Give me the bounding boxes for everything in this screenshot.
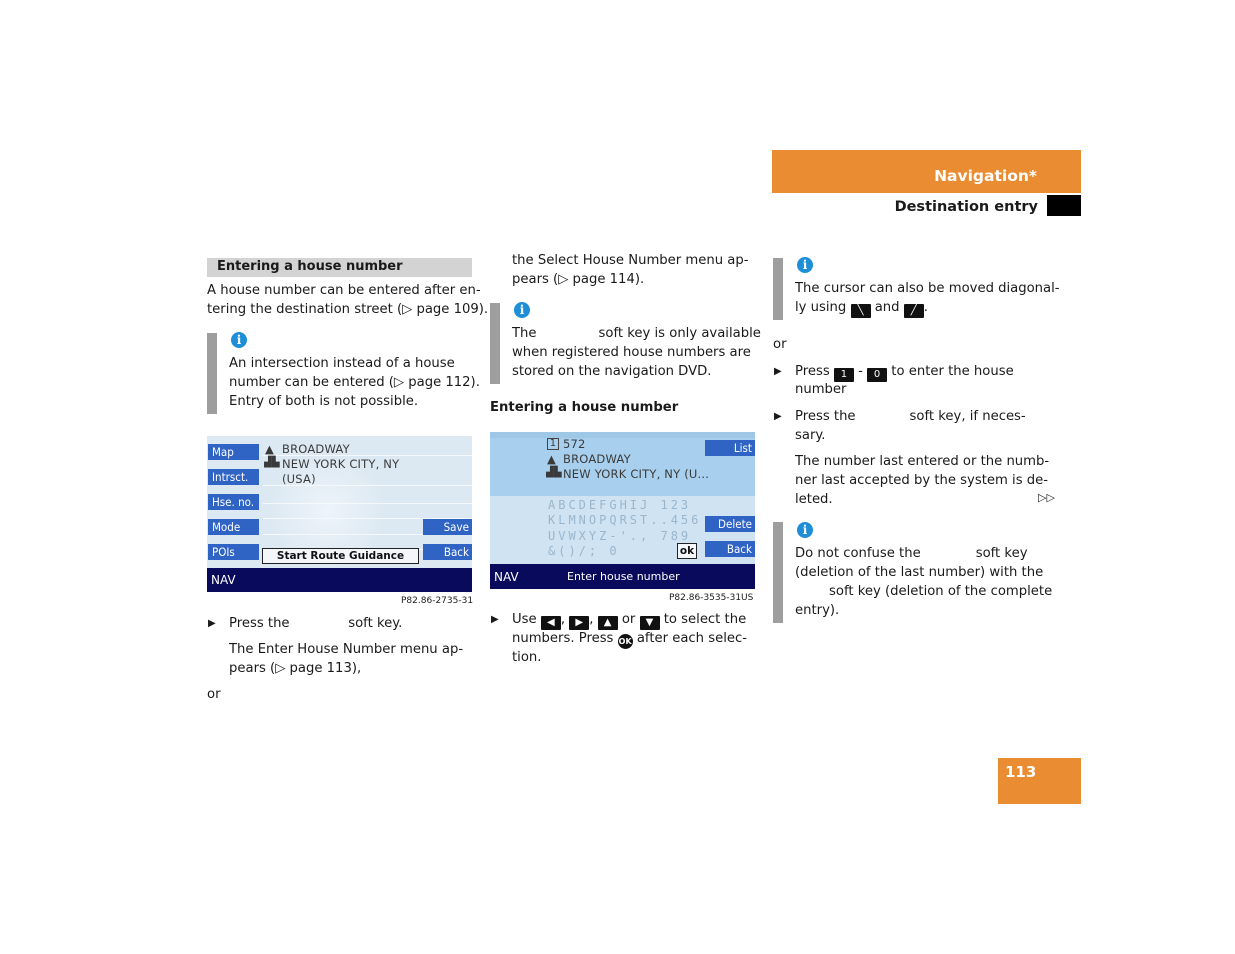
info-note-3: The cursor can also be moved diagonal- ly using ╲ and ╱ .: [795, 281, 1060, 316]
chapter-title: Navigation*: [934, 167, 1037, 185]
street-name: BROADWAY: [563, 452, 631, 466]
instruction-1: Press the soft key.: [229, 616, 403, 631]
info-icon: i: [797, 257, 813, 273]
info-bar: [490, 303, 500, 384]
intro-text: A house number can be entered after en- tering the destination street (▷ page 109).: [207, 283, 489, 317]
result-paragraph: The number last entered or the numb- ner last accepted by the system is de- leted.: [795, 454, 1050, 507]
status-nav: NAV: [494, 570, 519, 584]
up-key-icon: ▲: [598, 616, 618, 630]
keyboard-row-4[interactable]: &()/; 0: [548, 544, 620, 558]
down-key-icon: ▼: [640, 616, 660, 630]
header-marker: [1047, 195, 1081, 216]
bullet-arrow: ▶: [774, 366, 782, 377]
page-number-box: [998, 758, 1081, 804]
ok-button[interactable]: ok: [677, 543, 697, 559]
instruction-2: Use ◀ , ▶ , ▲ or ▼ to select the: [512, 612, 747, 628]
instruction-2-line2: numbers. Press OK after each selec-: [512, 629, 747, 649]
instruction-4-line2: sary.: [795, 428, 826, 443]
chapter-header: [772, 150, 1081, 193]
info-note-2: The soft key is only available when registered house numbers are stored on the navigation DVD.: [512, 326, 761, 379]
softkey-save[interactable]: Save: [423, 519, 472, 535]
start-route-guidance-button[interactable]: Start Route Guidance: [262, 548, 419, 564]
screen-status-bar: [207, 568, 472, 592]
bullet-arrow: ▶: [208, 618, 216, 629]
section-title-bar: [207, 258, 472, 277]
right-key-icon: ▶: [569, 616, 589, 630]
status-text: Enter house number: [567, 570, 680, 583]
or-text: or: [773, 337, 787, 352]
city-icon: ▟▙: [264, 457, 280, 468]
info-icon: i: [797, 522, 813, 538]
street-name: BROADWAY: [282, 442, 350, 456]
bullet-arrow: ▶: [491, 614, 499, 625]
bullet-arrow: ▶: [774, 411, 782, 422]
house-number-icon: 1: [547, 438, 559, 450]
info-note-4: Do not confuse the soft key (deletion of the last number) with the soft key (deletion of the complete entry).: [795, 546, 1053, 618]
diagonal-up-key-icon: ╱: [904, 304, 924, 318]
softkey-mode[interactable]: Mode: [208, 519, 259, 535]
instruction-3: Press 1 - 0 to enter the house: [795, 364, 1014, 380]
info-note-1: An intersection instead of a house number can be entered (▷ page 112). Entry of both is not possible.: [229, 356, 480, 409]
screen-enter-house-number: [490, 432, 755, 589]
softkey-delete[interactable]: Delete: [705, 516, 755, 532]
or-text: or: [207, 687, 221, 702]
figure-caption-2: P82.86-3535-31US: [669, 593, 754, 603]
number-1-key-icon: 1: [834, 368, 854, 382]
section-subtitle: Destination entry: [894, 199, 1038, 215]
info-icon: i: [514, 302, 530, 318]
softkey-map[interactable]: Map: [208, 444, 259, 460]
screen-destination-menu: [207, 436, 472, 592]
softkey-back[interactable]: Back: [423, 544, 472, 560]
keyboard-row-1[interactable]: ABCDEFGHIJ 123: [548, 498, 692, 512]
figure-caption-1: P82.86-2735-31: [401, 596, 474, 606]
info-bar: [207, 333, 217, 414]
instruction-4: Press the soft key, if neces-: [795, 409, 1026, 424]
country-name: (USA): [282, 472, 316, 486]
instruction-2-line3: tion.: [512, 650, 542, 665]
softkey-pois[interactable]: POIs: [208, 544, 259, 560]
softkey-house-number[interactable]: Hse. no.: [208, 494, 259, 510]
info-icon: i: [231, 332, 247, 348]
section-title: Entering a house number: [217, 259, 403, 274]
softkey-back[interactable]: Back: [705, 541, 755, 557]
instruction-1-result: The Enter House Number menu ap- pears (▷ page 113),: [229, 642, 464, 676]
instruction-3-line2: number: [795, 382, 847, 397]
keyboard-row-3[interactable]: UVWXYZ-'., 789: [548, 529, 692, 543]
continued-text: the Select House Number menu ap- pears (▷ page 114).: [512, 253, 749, 287]
keyboard-row-2[interactable]: KLMNOPQRST..456: [548, 513, 702, 527]
softkey-list[interactable]: List: [705, 440, 755, 456]
city-name: NEW YORK CITY, NY: [282, 457, 400, 471]
city-name: NEW YORK CITY, NY (U...: [563, 467, 710, 481]
info-bar: [773, 522, 783, 623]
house-number-field[interactable]: 572: [563, 437, 586, 451]
street-icon: ▲: [265, 442, 275, 456]
subheading: Entering a house number: [490, 400, 679, 415]
number-0-key-icon: 0: [867, 368, 887, 382]
continue-arrow-icon: ▷▷: [1038, 491, 1055, 504]
screen-status-bar: [490, 564, 755, 589]
diagonal-down-key-icon: ╲: [851, 304, 871, 318]
info-bar: [773, 258, 783, 320]
left-key-icon: ◀: [541, 616, 561, 630]
street-icon: ▲: [547, 452, 557, 466]
status-nav: NAV: [211, 573, 236, 587]
city-icon: ▟▙: [546, 467, 562, 478]
ok-key-icon: OK: [618, 634, 633, 649]
page-number: 113: [1005, 763, 1037, 781]
softkey-intersection[interactable]: Intrsct.: [208, 469, 259, 485]
